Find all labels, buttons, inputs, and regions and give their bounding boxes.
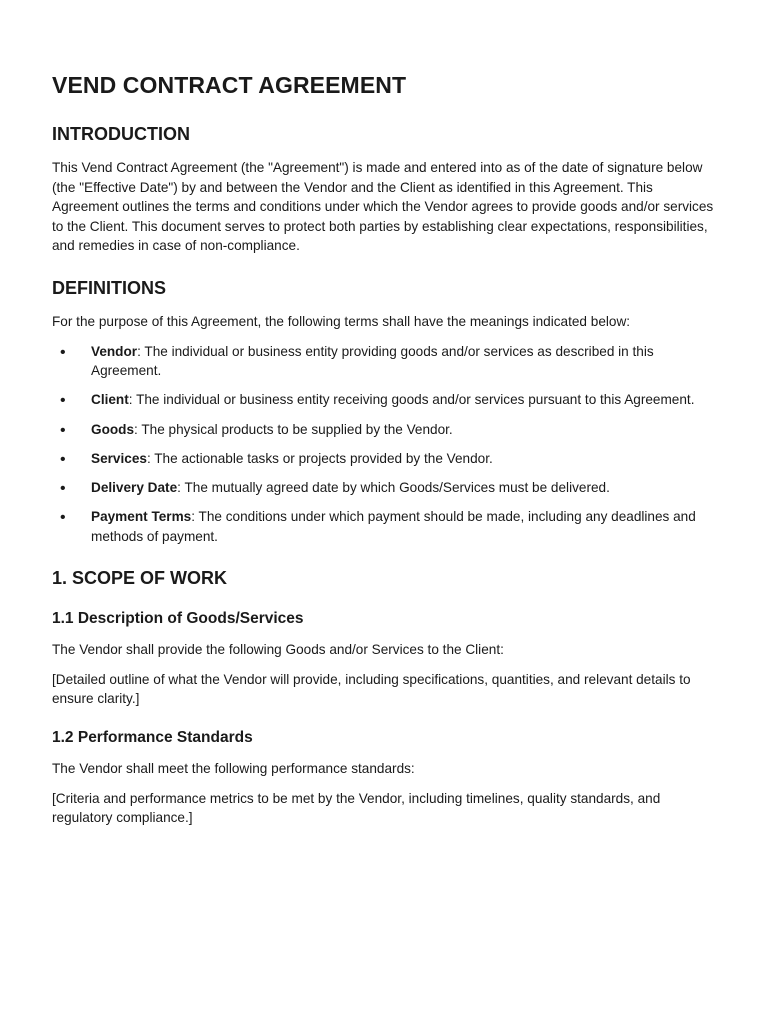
performance-placeholder: [Criteria and performance metrics to be met by the Vendor, including timelines, quality standards, and regulatory compliance.] xyxy=(52,790,661,826)
definition-term: Delivery Date xyxy=(91,479,178,495)
definition-term: Goods xyxy=(91,421,135,437)
introduction-heading: INTRODUCTION xyxy=(52,124,190,144)
definitions-heading: DEFINITIONS xyxy=(52,277,167,298)
definitions-list xyxy=(52,342,722,547)
scope-heading: 1. SCOPE OF WORK xyxy=(52,568,228,589)
definition-term: Client xyxy=(91,392,129,408)
bullet-icon: • xyxy=(60,343,66,361)
definition-text: : The actionable tasks or projects provided by the Vendor. xyxy=(146,450,493,466)
bullet-icon: • xyxy=(60,479,66,497)
description-text: The Vendor shall provide the following Goods and/or Services to the Client: xyxy=(52,642,504,658)
definition-term: Vendor xyxy=(91,343,138,359)
definition-item-goods xyxy=(52,420,722,440)
document-page xyxy=(52,70,722,838)
bullet-icon: • xyxy=(60,392,66,410)
document-title: VEND CONTRACT AGREEMENT xyxy=(52,72,407,98)
bullet-icon: • xyxy=(60,509,66,527)
definition-term: Payment Terms xyxy=(91,509,192,525)
definition-item-vendor xyxy=(52,342,722,381)
introduction-text: This Vend Contract Agreement (the "Agreement") is made and entered into as of the date of signature below (the "Effective Date") by and between the Vendor and the Client as identified in this Agreement. This Agreement outlines the terms and conditions under which the Vendor agrees to provide goods and/or services to the Client. This document serves to protect both parties by establishing clear expectations, responsibilities, and remedies in case of non-compliance. xyxy=(52,160,714,254)
definition-text: : The physical products to be supplied by the Vendor. xyxy=(134,421,453,437)
description-placeholder: [Detailed outline of what the Vendor will provide, including specifications, quantities, and relevant details to ensure clarity.] xyxy=(52,671,691,707)
definition-term: Services xyxy=(91,450,147,466)
definition-text: : The conditions under which payment should be made, including any deadlines and methods of payment. xyxy=(91,509,696,544)
definition-item-client xyxy=(52,390,722,410)
definition-item-delivery-date xyxy=(52,478,722,498)
definition-text: : The mutually agreed date by which Goods/Services must be delivered. xyxy=(177,479,610,495)
definitions-intro: For the purpose of this Agreement, the following terms shall have the meanings indicated below: xyxy=(52,313,631,329)
bullet-icon: • xyxy=(60,450,66,468)
definition-text: : The individual or business entity receiving goods and/or services pursuant to this Agreement. xyxy=(128,392,695,408)
performance-text: The Vendor shall meet the following performance standards: xyxy=(52,761,415,777)
description-subheading: 1.1 Description of Goods/Services xyxy=(52,610,304,628)
bullet-icon: • xyxy=(60,421,66,439)
definition-text: : The individual or business entity providing goods and/or services as described in this Agreement. xyxy=(91,343,654,379)
performance-subheading: 1.2 Performance Standards xyxy=(52,729,253,747)
definition-item-services xyxy=(52,449,722,469)
definition-item-payment-terms xyxy=(52,507,722,546)
